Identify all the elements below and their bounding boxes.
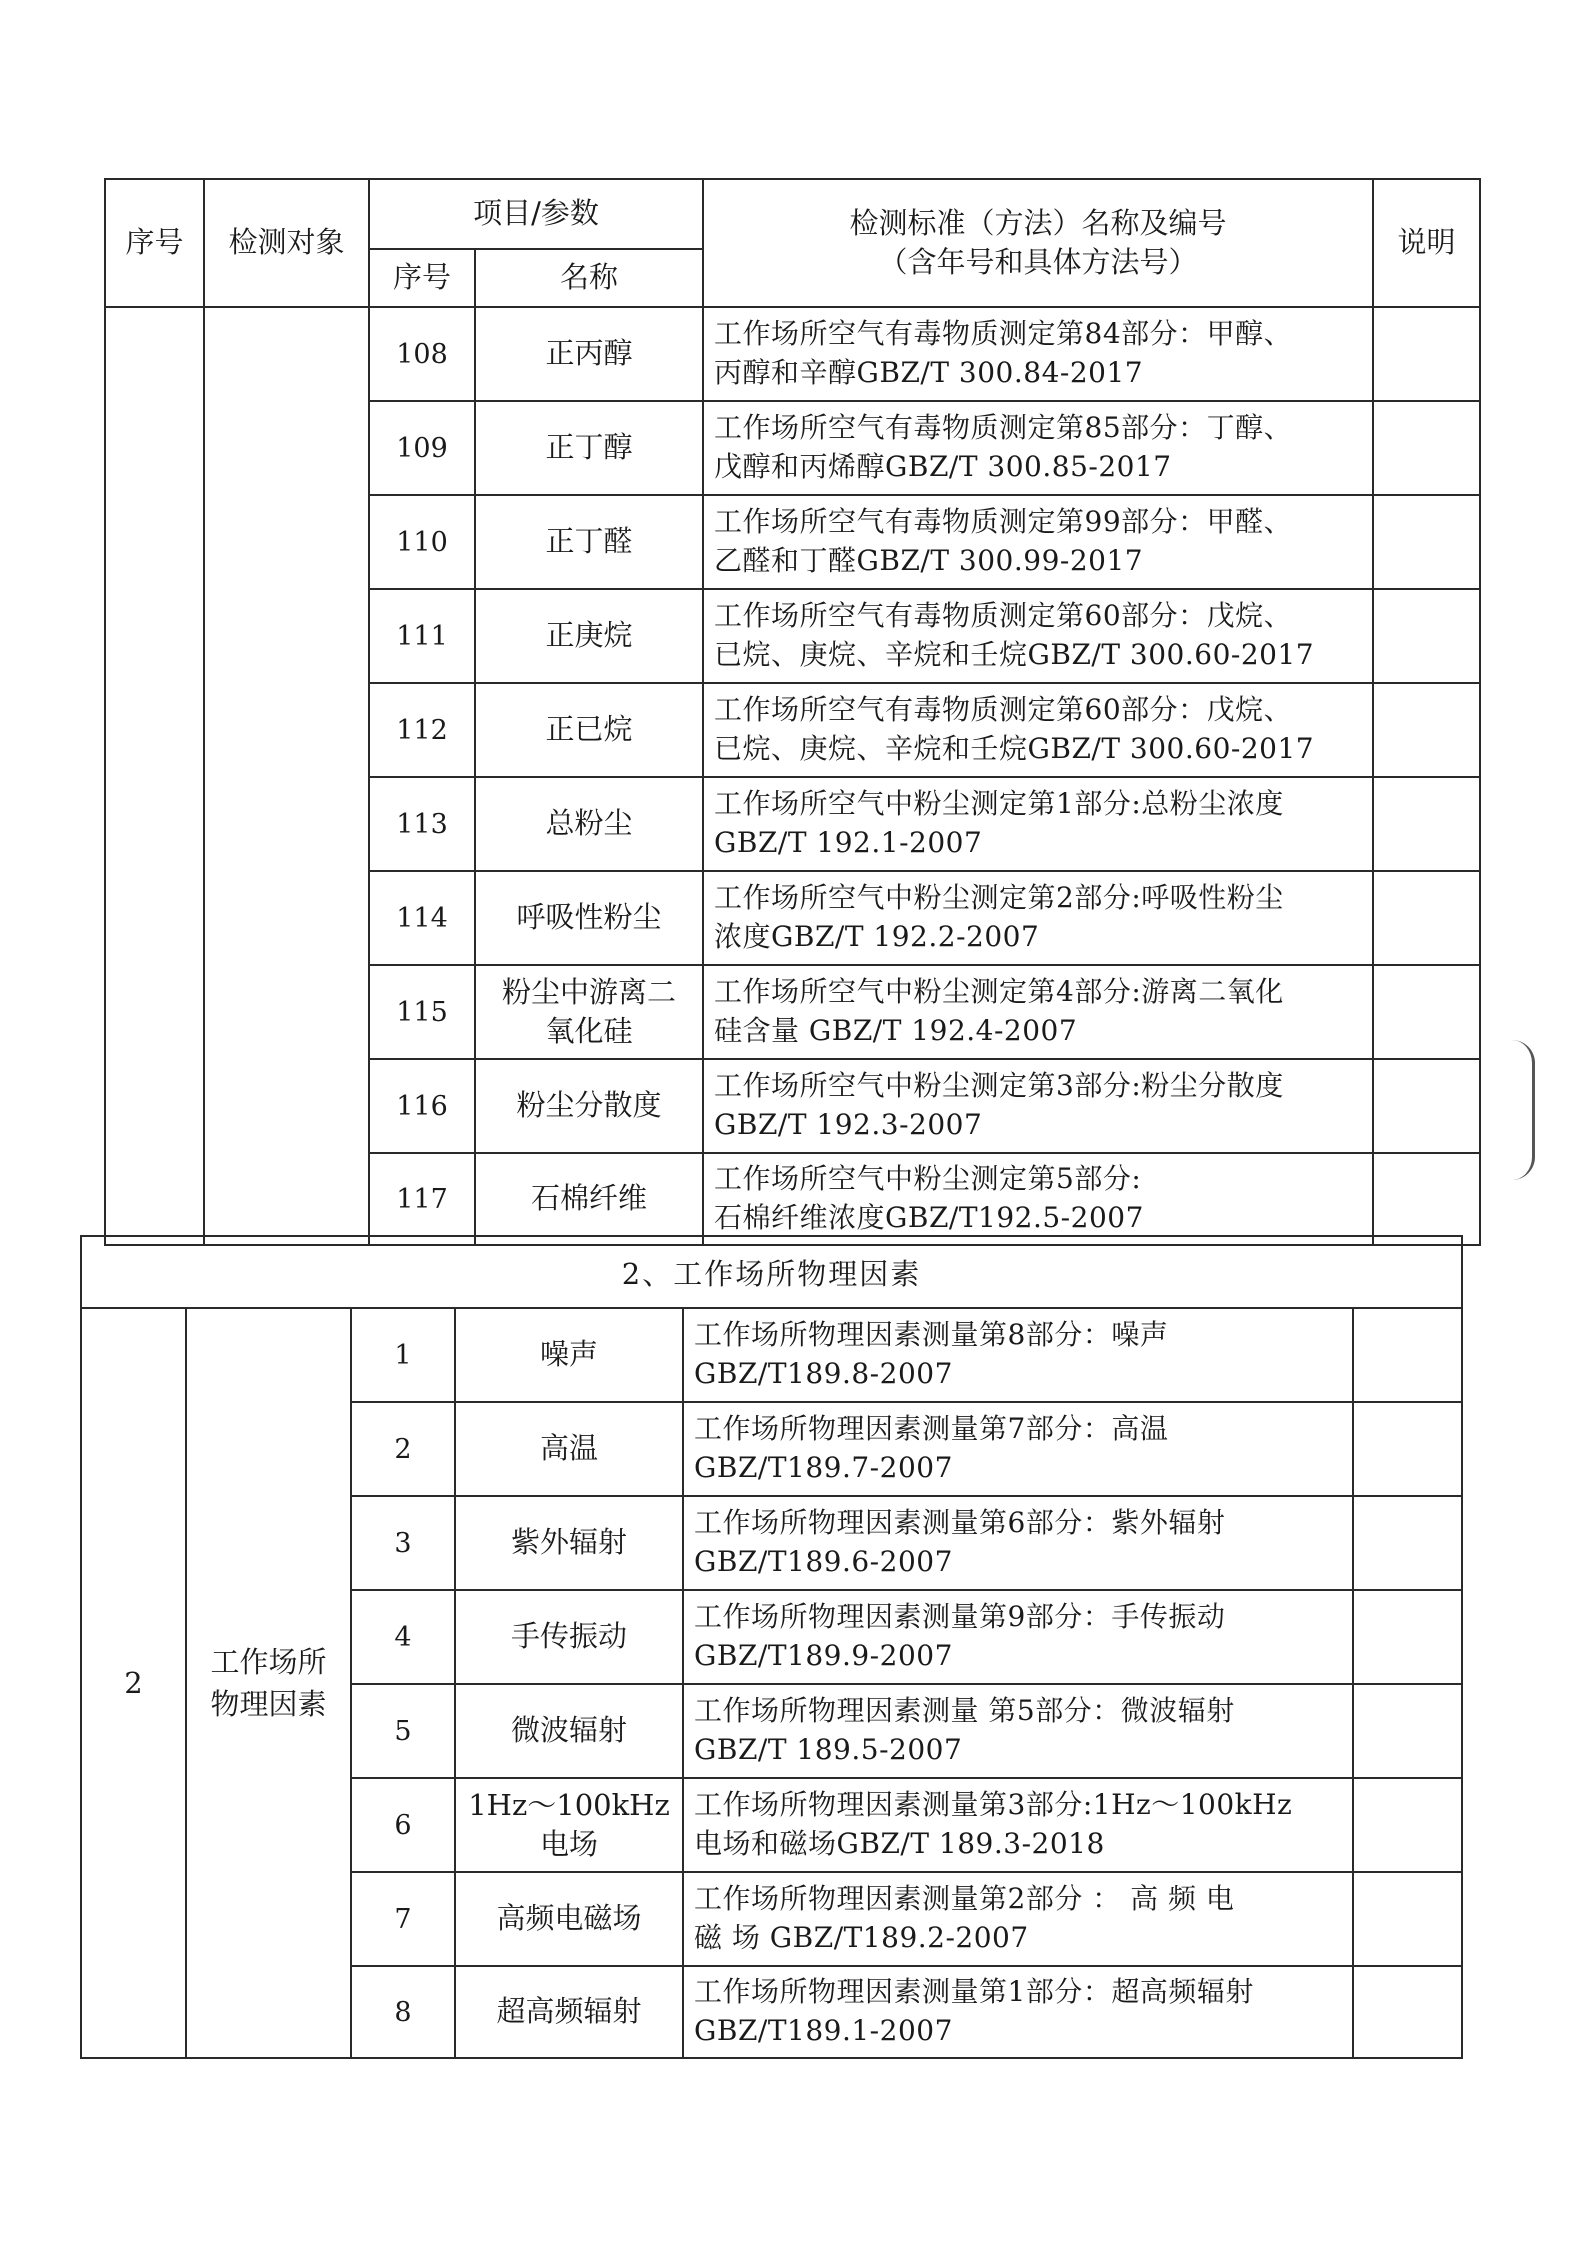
standard-line: 工作场所物理因素测量第2部分 ： 高 频 电 <box>694 1882 1235 1916</box>
item-standard <box>703 307 1373 401</box>
standard-line: 工作场所空气中粉尘测定第2部分:呼吸性粉尘 <box>714 881 1284 915</box>
item-name-line: 粉尘中游离二 <box>501 974 676 1009</box>
standard-line: 戊醇和丙烯醇GBZ/T 300.85-2017 <box>714 450 1172 483</box>
item-name-line: 电场 <box>539 1827 598 1861</box>
header-index: 序号 <box>105 179 204 307</box>
standard-line: GBZ/T189.1-2007 <box>694 2014 953 2047</box>
table-row <box>105 307 1480 401</box>
section-title: 2、工作场所物理因素 <box>81 1236 1462 1308</box>
item-name <box>475 965 703 1059</box>
standard-line: 工作场所空气中粉尘测定第4部分:游离二氧化 <box>714 975 1284 1009</box>
item-name: 石棉纤维 <box>475 1153 703 1245</box>
standard-line: 工作场所物理因素测量第6部分：紫外辐射 <box>694 1506 1226 1540</box>
item-standard <box>703 683 1373 777</box>
standard-line: GBZ/T 189.5-2007 <box>694 1733 963 1766</box>
item-standard <box>683 1496 1353 1590</box>
item-note <box>1373 871 1480 965</box>
standard-line: 工作场所物理因素测量第3部分:1Hz～100kHz <box>694 1788 1293 1822</box>
standard-line: 工作场所空气有毒物质测定第84部分：甲醇、 <box>714 317 1293 351</box>
standard-line: 工作场所物理因素测量第7部分：高温 <box>694 1412 1169 1446</box>
item-note <box>1373 1059 1480 1153</box>
standards-table-upper <box>104 178 1481 1246</box>
item-name: 总粉尘 <box>475 777 703 871</box>
item-index: 7 <box>351 1872 455 1966</box>
item-name: 正已烷 <box>475 683 703 777</box>
group-object-line: 工作场所 <box>210 1644 327 1679</box>
item-standard <box>703 1153 1373 1245</box>
item-index: 1 <box>351 1308 455 1402</box>
standard-line: 丙醇和辛醇GBZ/T 300.84-2017 <box>714 356 1144 389</box>
standard-line: GBZ/T189.7-2007 <box>694 1451 953 1484</box>
item-name: 正庚烷 <box>475 589 703 683</box>
standard-line: GBZ/T 192.1-2007 <box>714 826 983 859</box>
header-standard <box>703 179 1373 307</box>
standard-line: 工作场所物理因素测量第8部分：噪声 <box>694 1318 1169 1352</box>
standard-line: 工作场所空气中粉尘测定第3部分:粉尘分散度 <box>714 1069 1284 1103</box>
header-row-1 <box>105 179 1480 249</box>
item-name: 呼吸性粉尘 <box>475 871 703 965</box>
item-name: 紫外辐射 <box>455 1496 683 1590</box>
group-object-line: 物理因素 <box>210 1687 327 1721</box>
standard-line: 工作场所物理因素测量 第5部分：微波辐射 <box>694 1694 1235 1728</box>
item-index: 112 <box>369 683 475 777</box>
item-index: 110 <box>369 495 475 589</box>
standard-line: GBZ/T189.6-2007 <box>694 1545 953 1578</box>
item-note <box>1373 1153 1480 1245</box>
standard-line: 工作场所空气有毒物质测定第60部分：戊烷、 <box>714 693 1293 727</box>
item-standard <box>703 589 1373 683</box>
standard-line: 已烷、庚烷、辛烷和壬烷GBZ/T 300.60-2017 <box>714 638 1315 671</box>
standard-line: 乙醛和丁醛GBZ/T 300.99-2017 <box>714 544 1144 577</box>
item-note <box>1373 683 1480 777</box>
item-standard <box>703 871 1373 965</box>
standard-line: GBZ/T189.9-2007 <box>694 1639 953 1672</box>
item-index: 111 <box>369 589 475 683</box>
standard-line: 工作场所物理因素测量第9部分：手传振动 <box>694 1600 1226 1634</box>
header-object: 检测对象 <box>204 179 369 307</box>
scan-artifact-mark <box>1512 1040 1535 1180</box>
item-note <box>1373 965 1480 1059</box>
item-name: 高温 <box>455 1402 683 1496</box>
standard-line: 磁 场 GBZ/T189.2-2007 <box>694 1921 1029 1954</box>
standard-line: 石棉纤维浓度GBZ/T192.5-2007 <box>714 1201 1144 1234</box>
item-note <box>1373 401 1480 495</box>
group-object <box>186 1308 351 2058</box>
standard-line: GBZ/T 192.3-2007 <box>714 1108 983 1141</box>
standard-line: 硅含量 GBZ/T 192.4-2007 <box>714 1014 1078 1047</box>
standard-line: 工作场所空气有毒物质测定第60部分：戊烷、 <box>714 599 1293 633</box>
item-note <box>1373 307 1480 401</box>
item-note <box>1353 1496 1462 1590</box>
item-name-line: 1Hz～100kHz <box>468 1787 670 1822</box>
item-note <box>1353 1966 1462 2058</box>
item-name: 正丁醛 <box>475 495 703 589</box>
item-standard <box>683 1684 1353 1778</box>
standard-line: 工作场所空气有毒物质测定第99部分：甲醛、 <box>714 505 1293 539</box>
item-note <box>1373 495 1480 589</box>
item-standard <box>683 1778 1353 1872</box>
group-index-cell <box>105 307 204 1245</box>
item-index: 2 <box>351 1402 455 1496</box>
standards-table-lower <box>80 1235 1463 2059</box>
item-standard <box>703 1059 1373 1153</box>
item-name: 手传振动 <box>455 1590 683 1684</box>
standard-line: 电场和磁场GBZ/T 189.3-2018 <box>694 1827 1105 1860</box>
item-name: 高频电磁场 <box>455 1872 683 1966</box>
item-standard <box>683 1966 1353 2058</box>
item-index: 5 <box>351 1684 455 1778</box>
standard-line: 已烷、庚烷、辛烷和壬烷GBZ/T 300.60-2017 <box>714 732 1315 765</box>
item-index: 116 <box>369 1059 475 1153</box>
item-index: 8 <box>351 1966 455 2058</box>
item-note <box>1353 1872 1462 1966</box>
item-standard <box>703 965 1373 1059</box>
item-note <box>1373 777 1480 871</box>
item-note <box>1353 1308 1462 1402</box>
item-name: 粉尘分散度 <box>475 1059 703 1153</box>
standard-line: 工作场所空气中粉尘测定第1部分:总粉尘浓度 <box>714 787 1284 821</box>
header-standard-line1: 检测标准（方法）名称及编号 <box>849 205 1227 240</box>
table-row <box>81 1308 1462 1402</box>
header-item-index: 序号 <box>369 249 475 307</box>
section-row <box>81 1236 1462 1308</box>
item-standard <box>683 1308 1353 1402</box>
item-index: 117 <box>369 1153 475 1245</box>
item-note <box>1353 1590 1462 1684</box>
item-standard <box>703 777 1373 871</box>
item-index: 113 <box>369 777 475 871</box>
group-index: 2 <box>81 1308 186 2058</box>
item-note <box>1353 1684 1462 1778</box>
standard-line: 工作场所空气中粉尘测定第5部分: <box>714 1162 1142 1196</box>
item-index: 3 <box>351 1496 455 1590</box>
header-note: 说明 <box>1373 179 1480 307</box>
item-name: 微波辐射 <box>455 1684 683 1778</box>
item-standard <box>683 1590 1353 1684</box>
header-item-name: 名称 <box>475 249 703 307</box>
item-standard <box>703 495 1373 589</box>
item-name-line: 氧化硅 <box>545 1014 633 1048</box>
item-note <box>1353 1778 1462 1872</box>
standard-line: 浓度GBZ/T 192.2-2007 <box>714 920 1040 953</box>
item-note <box>1353 1402 1462 1496</box>
standard-line: GBZ/T189.8-2007 <box>694 1357 953 1390</box>
item-index: 6 <box>351 1778 455 1872</box>
item-index: 115 <box>369 965 475 1059</box>
header-item-group: 项目/参数 <box>369 179 703 249</box>
group-object-cell <box>204 307 369 1245</box>
item-name <box>455 1778 683 1872</box>
item-index: 4 <box>351 1590 455 1684</box>
item-index: 109 <box>369 401 475 495</box>
item-index: 108 <box>369 307 475 401</box>
item-name: 正丁醇 <box>475 401 703 495</box>
item-name: 噪声 <box>455 1308 683 1402</box>
item-name: 正丙醇 <box>475 307 703 401</box>
item-standard <box>683 1402 1353 1496</box>
item-index: 114 <box>369 871 475 965</box>
standard-line: 工作场所空气有毒物质测定第85部分：丁醇、 <box>714 411 1293 445</box>
item-standard <box>683 1872 1353 1966</box>
item-name: 超高频辐射 <box>455 1966 683 2058</box>
item-note <box>1373 589 1480 683</box>
standard-line: 工作场所物理因素测量第1部分：超高频辐射 <box>694 1975 1254 2009</box>
item-standard <box>703 401 1373 495</box>
header-standard-line2: （含年号和具体方法号） <box>878 245 1198 279</box>
